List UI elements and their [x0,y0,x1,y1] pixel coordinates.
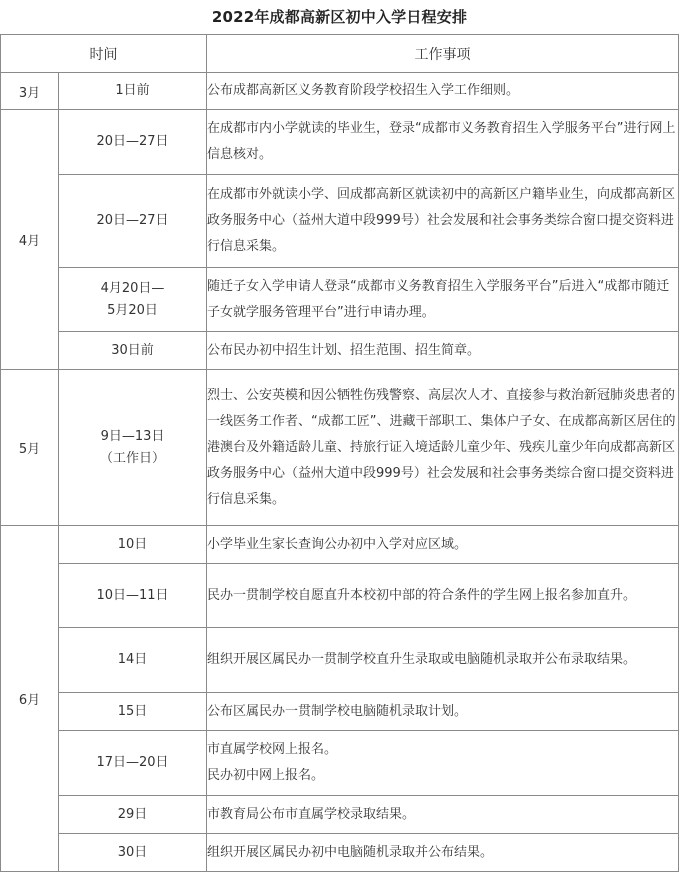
date-cell: 30日前 [59,332,207,370]
task-cell: 民办一贯制学校自愿直升本校初中部的符合条件的学生网上报名参加直升。 [207,564,679,628]
table-row [1,693,679,731]
table-row [1,268,679,332]
task-cell: 市教育局公布市直属学校录取结果。 [207,796,679,834]
date-line: 9日—13日 [100,428,165,444]
table-row [1,731,679,796]
date-cell: 1日前 [59,73,207,110]
task-cell: 烈士、公安英模和因公牺牲伤残警察、高层次人才、直接参与救治新冠肺炎患者的一线医务工作者、“成都工匠”、进藏干部职工、集体户子女、在成都高新区居住的港澳台及外籍适龄儿童、持旅行证入境适龄儿童少年、残疾儿童少年向成都高新区政务服务中心（益州大道中段999号）社会发展和社会事务类综合窗口提交资料进行信息采集。 [207,370,679,526]
date-cell: 14日 [59,628,207,693]
date-line: 4月20日— [100,280,165,296]
table-row [1,564,679,628]
task-line: 市直属学校网上报名。 [207,742,338,757]
task-cell: 随迁子女入学申请人登录“成都市义务教育招生入学服务平台”后进入“成都市随迁子女就学服务管理平台”进行申请办理。 [207,268,679,332]
task-cell: 组织开展区属民办一贯制学校直升生录取或电脑随机录取并公布录取结果。 [207,628,679,693]
table-row [1,110,679,175]
table-row [1,834,679,872]
task-line: 民办初中网上报名。 [207,768,325,783]
schedule-table [0,34,679,872]
date-cell [59,370,207,526]
page-title: 2022年成都高新区初中入学日程安排 [211,8,468,26]
header-matters: 工作事项 [207,35,679,73]
task-cell: 公布民办初中招生计划、招生范围、招生简章。 [207,332,679,370]
table-row [1,370,679,526]
task-cell: 公布区属民办一贯制学校电脑随机录取计划。 [207,693,679,731]
task-cell: 在成都市内小学就读的毕业生，登录“成都市义务教育招生入学服务平台”进行网上信息核对。 [207,110,679,175]
date-cell: 10日—11日 [59,564,207,628]
date-cell: 30日 [59,834,207,872]
table-header-row [1,35,679,73]
header-time: 时间 [1,35,207,73]
task-cell: 组织开展区属民办初中电脑随机录取并公布结果。 [207,834,679,872]
task-cell: 小学毕业生家长查询公办初中入学对应区域。 [207,526,679,564]
month-cell-may: 5月 [1,370,59,526]
date-line: （工作日） [99,450,165,466]
task-cell: 在成都市外就读小学、回成都高新区就读初中的高新区户籍毕业生，向成都高新区政务服务中心（益州大道中段999号）社会发展和社会事务类综合窗口提交资料进行信息采集。 [207,175,679,268]
month-cell-march: 3月 [1,73,59,110]
month-cell-april: 4月 [1,110,59,370]
date-cell: 15日 [59,693,207,731]
task-cell: 公布成都高新区义务教育阶段学校招生入学工作细则。 [207,73,679,110]
table-row [1,526,679,564]
date-cell: 20日—27日 [59,175,207,268]
date-cell: 17日—20日 [59,731,207,796]
task-cell [207,731,679,796]
table-row [1,796,679,834]
date-cell: 20日—27日 [59,110,207,175]
date-cell: 10日 [59,526,207,564]
month-cell-june: 6月 [1,526,59,872]
date-cell [59,268,207,332]
table-row [1,175,679,268]
table-row [1,332,679,370]
date-line: 5月20日 [107,302,158,318]
table-row [1,73,679,110]
table-row [1,628,679,693]
date-cell: 29日 [59,796,207,834]
